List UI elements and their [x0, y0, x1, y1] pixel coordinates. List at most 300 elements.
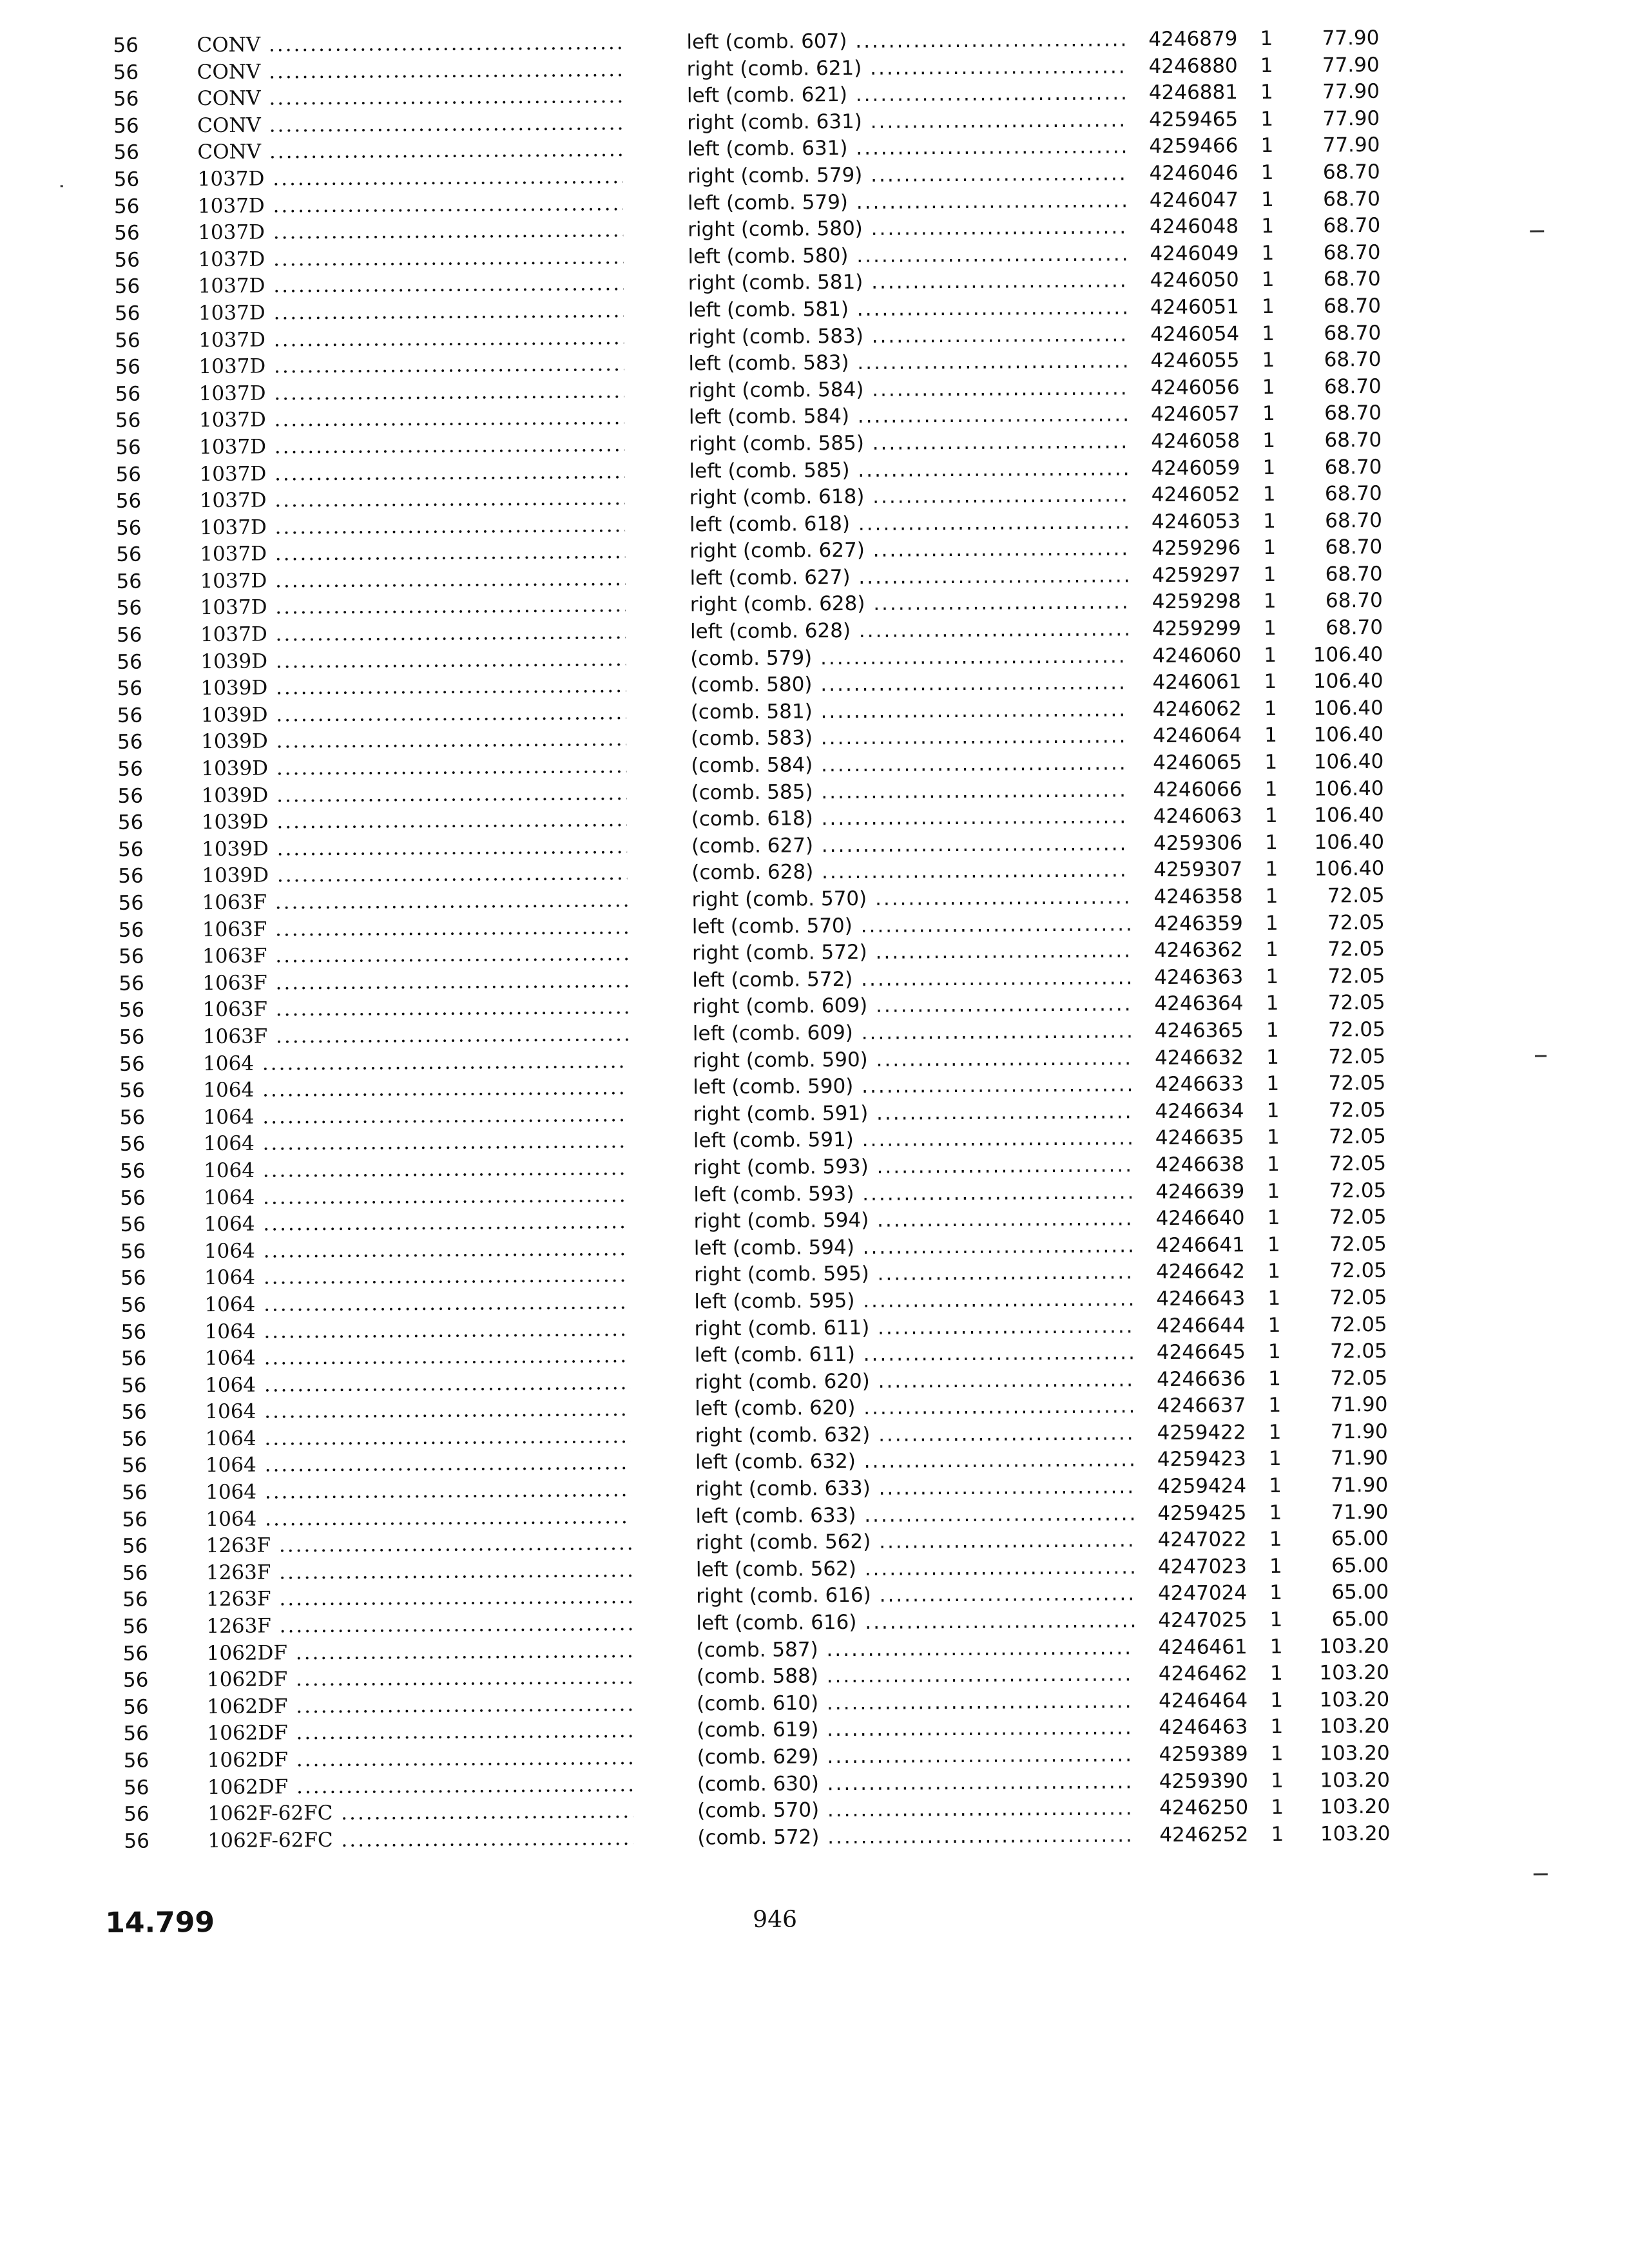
price: 72.05	[1329, 1339, 1387, 1363]
group-number: 56	[123, 1749, 149, 1773]
quantity: 1	[1260, 160, 1274, 185]
model-name: 1039D .....	[201, 700, 626, 729]
group-number: 56	[115, 516, 142, 540]
group-number: 56	[114, 275, 140, 299]
part-number: 4246464	[1158, 1689, 1248, 1713]
quantity: 1	[1263, 562, 1277, 586]
part-description: (comb. 619) .....	[697, 1715, 1135, 1745]
quantity: 1	[1268, 1260, 1281, 1283]
part-description: left (comb. 620) .....	[695, 1394, 1133, 1423]
quantity: 1	[1267, 1233, 1280, 1256]
price: 68.70	[1323, 187, 1381, 211]
quantity: 1	[1264, 724, 1277, 747]
model-name: 1037D .....	[198, 298, 624, 327]
model-name: 1039D .....	[200, 646, 626, 676]
price: 103.20	[1320, 1795, 1391, 1819]
group-number: 56	[119, 972, 144, 995]
quantity: 1	[1268, 1286, 1281, 1310]
quantity: 1	[1262, 509, 1276, 533]
quantity: 1	[1260, 53, 1273, 77]
part-number: 4259389	[1159, 1742, 1248, 1767]
part-number: 4246061	[1152, 670, 1242, 695]
part-number: 4247023	[1157, 1555, 1247, 1579]
part-description: left (comb. 631) .....	[687, 134, 1125, 164]
model-name: 1039D .....	[201, 727, 626, 756]
part-description: left (comb. 572) .....	[692, 965, 1130, 994]
part-number: 4246060	[1152, 643, 1242, 668]
part-number: 4259299	[1152, 617, 1242, 641]
group-number: 56	[119, 1025, 145, 1049]
model-name: 1063F .....	[202, 968, 628, 997]
price: 68.70	[1324, 482, 1382, 506]
group-number: 56	[120, 1320, 147, 1344]
group-number: 56	[123, 1695, 149, 1719]
price: 68.70	[1324, 455, 1382, 479]
model-name: 1039D .....	[200, 673, 626, 702]
part-number: 4246252	[1159, 1822, 1249, 1847]
model-name: 1064 .....	[206, 1504, 631, 1533]
price: 72.05	[1327, 991, 1385, 1015]
part-number: 4246066	[1153, 777, 1242, 802]
model-name: 1263F .....	[206, 1584, 631, 1613]
price: 65.00	[1331, 1581, 1389, 1604]
part-description: left (comb. 584) .....	[689, 402, 1127, 432]
part-description: right (comb. 611) .....	[694, 1313, 1132, 1343]
part-number: 4259424	[1157, 1474, 1247, 1499]
price: 77.90	[1322, 53, 1380, 77]
group-number: 56	[115, 463, 142, 486]
part-description: right (comb. 631) .....	[687, 107, 1125, 137]
price: 68.70	[1324, 401, 1382, 425]
part-number: 4246051	[1150, 295, 1240, 320]
part-description: (comb. 580) .....	[690, 670, 1128, 700]
price: 71.90	[1330, 1419, 1388, 1444]
quantity: 1	[1271, 1822, 1284, 1846]
model-name: 1037D .....	[200, 485, 625, 515]
price: 68.70	[1325, 615, 1383, 640]
quantity: 1	[1267, 1179, 1280, 1203]
quantity: 1	[1260, 26, 1273, 51]
part-number: 4246048	[1150, 215, 1239, 239]
price: 106.40	[1313, 642, 1383, 667]
part-number: 4246637	[1157, 1394, 1246, 1418]
price: 71.90	[1331, 1446, 1388, 1470]
model-name: 1037D .....	[199, 432, 624, 461]
part-description: right (comb. 621) .....	[687, 53, 1125, 83]
part-description: left (comb. 579) .....	[688, 187, 1126, 217]
part-description: left (comb. 595) .....	[694, 1286, 1132, 1316]
price: 71.90	[1331, 1473, 1389, 1497]
part-number: 4246640	[1155, 1206, 1245, 1231]
group-number: 56	[116, 597, 142, 620]
part-number: 4259297	[1152, 563, 1241, 587]
quantity: 1	[1264, 697, 1277, 720]
quantity: 1	[1261, 268, 1275, 292]
part-description: right (comb. 594) .....	[693, 1206, 1132, 1235]
model-name: 1037D .....	[200, 566, 625, 595]
price: 77.90	[1322, 26, 1380, 50]
model-name: 1263F .....	[206, 1530, 631, 1560]
group-number: 56	[114, 248, 140, 272]
part-number: 4246639	[1155, 1179, 1245, 1204]
group-number: 56	[117, 704, 143, 727]
price: 106.40	[1314, 830, 1385, 854]
quantity: 1	[1264, 777, 1278, 801]
model-name: 1062DF .....	[207, 1772, 633, 1802]
part-description: left (comb. 628) .....	[690, 616, 1128, 646]
price: 68.70	[1324, 428, 1382, 452]
part-number: 4246046	[1149, 161, 1239, 186]
group-number: 56	[113, 168, 140, 191]
part-number: 4246635	[1155, 1126, 1244, 1150]
quantity: 1	[1266, 1072, 1280, 1096]
part-number: 4246636	[1156, 1367, 1246, 1391]
model-name: 1037D .....	[198, 217, 623, 247]
model-name: 1062DF .....	[207, 1691, 632, 1721]
group-number: 56	[117, 757, 143, 781]
part-description: (comb. 585) .....	[691, 777, 1129, 807]
part-description: left (comb. 594) .....	[694, 1233, 1132, 1262]
part-description: left (comb. 591) .....	[693, 1126, 1132, 1155]
price: 103.20	[1320, 1741, 1390, 1765]
quantity: 1	[1260, 134, 1274, 158]
part-number: 4246062	[1152, 697, 1242, 721]
model-name: 1039D .....	[201, 780, 626, 810]
model-name: 1037D .....	[198, 351, 624, 381]
group-number: 56	[120, 1266, 146, 1291]
group-number: 56	[113, 61, 139, 84]
quantity: 1	[1266, 1018, 1279, 1042]
part-number: 4246064	[1152, 724, 1242, 748]
quantity: 1	[1270, 1715, 1284, 1739]
part-description: left (comb. 621) .....	[687, 81, 1125, 110]
part-number: 4246643	[1156, 1287, 1246, 1311]
price: 71.90	[1331, 1500, 1389, 1524]
quantity: 1	[1266, 1045, 1280, 1069]
price: 72.05	[1328, 1098, 1386, 1122]
part-number: 4259423	[1157, 1447, 1246, 1472]
part-number: 4246056	[1150, 375, 1240, 399]
part-number: 4247024	[1157, 1581, 1248, 1606]
model-name: 1037D .....	[198, 244, 623, 274]
group-number: 56	[122, 1508, 148, 1532]
part-number: 4247022	[1157, 1528, 1247, 1552]
part-description: right (comb. 618) .....	[689, 482, 1128, 512]
part-description: (comb. 618) .....	[691, 804, 1130, 834]
quantity: 1	[1262, 375, 1275, 399]
part-description: left (comb. 633) .....	[695, 1501, 1133, 1530]
quantity: 1	[1260, 81, 1273, 104]
price: 68.70	[1323, 240, 1381, 265]
part-description: left (comb. 618) .....	[689, 509, 1128, 539]
model-name: 1037D .....	[198, 325, 624, 354]
part-description: left (comb. 607) .....	[686, 26, 1124, 56]
part-description: left (comb. 581) .....	[688, 294, 1126, 324]
group-number: 56	[120, 1293, 146, 1317]
margin-mark	[61, 185, 63, 187]
part-description: (comb. 610) .....	[697, 1688, 1135, 1718]
group-number: 56	[124, 1802, 149, 1827]
quantity: 1	[1269, 1528, 1282, 1552]
part-description: right (comb. 595) .....	[694, 1260, 1132, 1289]
group-number: 56	[121, 1454, 148, 1478]
model-name: 1263F .....	[206, 1611, 631, 1640]
model-name: 1063F .....	[202, 914, 628, 944]
part-number: 4246059	[1151, 456, 1240, 480]
part-number: 4246049	[1150, 242, 1239, 265]
model-name: 1064 .....	[203, 1102, 628, 1131]
price: 106.40	[1313, 776, 1384, 801]
quantity: 1	[1261, 294, 1275, 318]
model-name: 1037D .....	[198, 164, 623, 193]
group-number: 56	[120, 1240, 146, 1264]
quantity: 1	[1262, 456, 1276, 479]
model-name: 1037D .....	[200, 593, 626, 622]
group-number: 56	[117, 677, 143, 701]
price: 103.20	[1320, 1768, 1391, 1792]
part-description: (comb. 628) .....	[691, 858, 1130, 887]
part-description: left (comb. 585) .....	[689, 456, 1127, 485]
price: 71.90	[1330, 1393, 1388, 1417]
quantity: 1	[1269, 1474, 1282, 1498]
group-number: 56	[113, 141, 140, 165]
group-number: 56	[120, 1347, 147, 1370]
price: 72.05	[1329, 1206, 1387, 1229]
quantity: 1	[1261, 241, 1275, 265]
quantity: 1	[1265, 911, 1278, 935]
price: 106.40	[1314, 803, 1384, 827]
quantity: 1	[1268, 1313, 1281, 1337]
model-name: 1062DF .....	[207, 1745, 633, 1774]
price: 106.40	[1313, 723, 1384, 747]
model-name: 1062DF .....	[207, 1664, 632, 1694]
part-description: right (comb. 620) .....	[695, 1367, 1133, 1396]
part-number: 4246054	[1150, 322, 1240, 346]
part-number: 4246362	[1153, 938, 1244, 963]
price: 106.40	[1314, 857, 1385, 881]
price: 68.70	[1325, 508, 1383, 533]
part-number: 4259465	[1148, 108, 1239, 131]
quantity: 1	[1271, 1796, 1284, 1820]
price: 72.05	[1329, 1259, 1387, 1283]
group-number: 56	[116, 543, 142, 567]
group-number: 56	[113, 114, 139, 138]
quantity: 1	[1268, 1367, 1282, 1390]
group-number: 56	[115, 436, 141, 459]
model-name: 1037D .....	[199, 405, 624, 434]
price: 72.05	[1329, 1232, 1387, 1256]
part-number: 4246461	[1158, 1635, 1248, 1659]
quantity: 1	[1267, 1206, 1280, 1230]
quantity: 1	[1266, 938, 1279, 962]
price: 68.70	[1324, 348, 1382, 372]
price: 68.70	[1324, 374, 1382, 399]
group-number: 56	[122, 1588, 148, 1612]
model-name: 1063F .....	[203, 1021, 628, 1051]
part-number: 4246065	[1153, 751, 1242, 775]
model-name: 1064 .....	[204, 1209, 629, 1238]
parts-table	[0, 24, 1629, 1856]
quantity: 1	[1265, 858, 1278, 881]
part-description: right (comb. 570) .....	[691, 884, 1130, 914]
group-number: 56	[123, 1722, 149, 1746]
price: 106.40	[1313, 669, 1383, 693]
group-number: 56	[114, 302, 140, 325]
price: 68.70	[1324, 321, 1382, 345]
quantity: 1	[1266, 992, 1279, 1015]
quantity: 1	[1268, 1420, 1282, 1444]
quantity: 1	[1268, 1447, 1282, 1471]
part-description: left (comb. 570) .....	[692, 911, 1130, 941]
model-name: 1037D .....	[200, 539, 625, 568]
quantity: 1	[1268, 1394, 1282, 1418]
part-number: 4246462	[1158, 1662, 1248, 1686]
model-name: 1037D .....	[199, 378, 624, 408]
group-number: 56	[115, 355, 141, 380]
model-name: 1039D .....	[202, 860, 627, 890]
quantity: 1	[1269, 1554, 1282, 1578]
model-name: 1064 .....	[203, 1048, 628, 1078]
price: 68.70	[1323, 214, 1381, 238]
part-description: (comb. 584) .....	[691, 750, 1129, 780]
part-number: 4246063	[1153, 804, 1242, 829]
price: 77.90	[1322, 106, 1380, 131]
price: 103.20	[1319, 1687, 1390, 1712]
part-description: (comb. 588) .....	[697, 1662, 1135, 1691]
part-number: 4259466	[1149, 134, 1239, 159]
model-name: 1062DF .....	[207, 1718, 632, 1747]
quantity: 1	[1260, 107, 1274, 131]
group-number: 56	[117, 838, 144, 861]
part-number: 4246879	[1148, 27, 1238, 52]
quantity: 1	[1263, 536, 1277, 560]
price: 77.90	[1322, 133, 1380, 157]
model-name: 1064 .....	[204, 1182, 629, 1212]
part-number: 4246641	[1155, 1233, 1245, 1257]
part-number: 4246463	[1159, 1715, 1248, 1740]
model-name: 1064 .....	[205, 1370, 630, 1399]
part-number: 4259296	[1152, 536, 1241, 561]
quantity: 1	[1265, 884, 1278, 908]
part-number: 4246359	[1153, 911, 1243, 936]
model-name: 1064 .....	[204, 1262, 630, 1292]
part-description: right (comb. 580) .....	[688, 214, 1126, 244]
group-number: 56	[121, 1374, 147, 1398]
price: 72.05	[1329, 1312, 1387, 1336]
part-number: 4246645	[1156, 1340, 1246, 1365]
part-description: left (comb. 562) .....	[696, 1554, 1134, 1584]
quantity: 1	[1269, 1501, 1282, 1524]
model-name: CONV .....	[197, 30, 622, 59]
model-name: 1063F .....	[202, 994, 628, 1024]
part-number: 4246053	[1151, 509, 1241, 533]
model-name: CONV .....	[197, 57, 622, 86]
price: 65.00	[1331, 1527, 1389, 1551]
quantity: 1	[1262, 428, 1276, 452]
part-description: left (comb. 627) .....	[689, 562, 1128, 592]
model-name: 1062DF .....	[207, 1638, 632, 1667]
model-name: 1064 .....	[206, 1423, 631, 1453]
part-number: 4246052	[1151, 483, 1240, 507]
part-description: (comb. 570) .....	[697, 1795, 1135, 1825]
price: 68.70	[1325, 535, 1383, 559]
price: 68.70	[1325, 562, 1383, 586]
part-number: 4246632	[1154, 1045, 1244, 1070]
group-number: 56	[120, 1213, 146, 1237]
quantity: 1	[1270, 1688, 1284, 1712]
quantity: 1	[1269, 1608, 1283, 1632]
part-description: right (comb. 562) .....	[696, 1528, 1134, 1557]
quantity: 1	[1264, 616, 1277, 640]
part-description: right (comb. 628) .....	[690, 590, 1128, 619]
model-name: 1037D .....	[200, 619, 626, 649]
group-number: 56	[113, 87, 139, 111]
price: 65.00	[1331, 1553, 1389, 1578]
group-number: 56	[113, 34, 139, 57]
part-description: left (comb. 590) .....	[693, 1072, 1131, 1101]
part-description: (comb. 581) .....	[691, 697, 1129, 726]
price: 72.05	[1327, 883, 1385, 908]
part-number: 4259307	[1153, 858, 1243, 882]
group-number: 56	[117, 650, 142, 674]
part-number: 4246363	[1154, 965, 1244, 989]
model-name: 1039D .....	[202, 834, 627, 863]
part-description: left (comb. 580) .....	[688, 241, 1126, 271]
group-number: 56	[120, 1186, 146, 1210]
group-number: 56	[114, 221, 140, 245]
price: 68.70	[1323, 267, 1381, 291]
group-number: 56	[119, 999, 145, 1023]
group-number: 56	[115, 329, 140, 352]
part-description: right (comb. 581) .....	[688, 268, 1126, 298]
part-number: 4246358	[1153, 885, 1243, 909]
group-number: 56	[118, 865, 144, 889]
model-name: 1062F-62FC .....	[207, 1798, 633, 1828]
part-number: 4246633	[1155, 1072, 1244, 1097]
section-code: 14.799	[105, 1906, 215, 1940]
part-number: 4259298	[1152, 590, 1241, 614]
part-number: 4246050	[1150, 268, 1239, 293]
model-name: 1039D .....	[201, 753, 626, 783]
model-name: CONV .....	[197, 83, 622, 113]
price: 77.90	[1322, 80, 1380, 104]
quantity: 1	[1264, 643, 1277, 667]
part-description: right (comb. 593) .....	[693, 1152, 1132, 1182]
margin-mark	[1530, 230, 1544, 232]
group-number: 56	[121, 1400, 147, 1425]
price: 72.05	[1327, 937, 1385, 961]
group-number: 56	[116, 623, 142, 647]
part-number: 4246058	[1151, 429, 1240, 454]
quantity: 1	[1266, 1099, 1280, 1122]
part-description: right (comb. 579) .....	[688, 160, 1126, 190]
quantity: 1	[1264, 670, 1277, 694]
part-description: left (comb. 611) .....	[695, 1340, 1133, 1369]
price: 103.20	[1319, 1634, 1389, 1658]
quantity: 1	[1268, 1340, 1281, 1364]
group-number: 56	[119, 1079, 145, 1103]
group-number: 56	[119, 1106, 146, 1129]
part-description: right (comb. 609) .....	[692, 992, 1130, 1021]
model-name: 1062F-62FC .....	[207, 1825, 633, 1855]
price: 68.70	[1322, 160, 1380, 184]
part-description: right (comb. 585) .....	[689, 428, 1127, 458]
group-number: 56	[117, 784, 144, 808]
part-number: 4259425	[1157, 1501, 1247, 1525]
part-description: right (comb. 572) .....	[692, 938, 1130, 968]
price: 103.20	[1320, 1821, 1391, 1846]
price: 72.05	[1328, 1125, 1386, 1149]
